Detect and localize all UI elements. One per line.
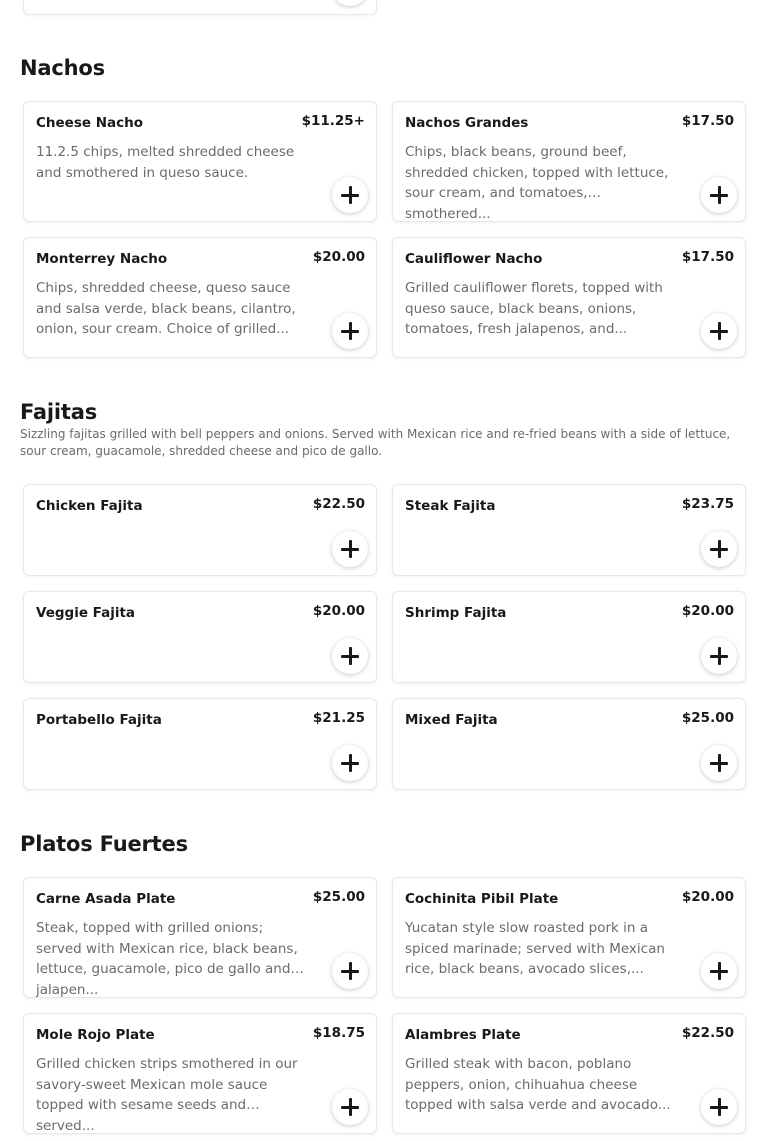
add-item-button[interactable] bbox=[701, 313, 737, 349]
menu-item-card[interactable] bbox=[23, 237, 377, 358]
item-description: Chips, black beans, ground beef, shredded chicken, topped with lettuce, sour cream, and tomatoes, smothered... bbox=[405, 144, 669, 222]
menu-item-card[interactable] bbox=[23, 1013, 377, 1134]
plus-icon bbox=[341, 962, 359, 980]
item-name: Cauliflower Nacho bbox=[405, 251, 543, 267]
menu-item-card[interactable] bbox=[392, 101, 746, 222]
section-title-fajitas: Fajitas bbox=[20, 400, 97, 424]
plus-icon bbox=[341, 754, 359, 772]
menu-item-card[interactable] bbox=[392, 877, 746, 998]
section-description: Sizzling fajitas grilled with bell peppers and onions. Served with Mexican rice and re-fried beans with a side of lettuce, sour cream, guacamole, shredded cheese and pico de gallo. bbox=[20, 427, 731, 458]
menu-item-card[interactable] bbox=[392, 1013, 746, 1134]
menu-item-card[interactable] bbox=[23, 0, 377, 15]
item-price: $20.00 bbox=[312, 249, 365, 265]
item-price: $22.50 bbox=[681, 1025, 734, 1041]
plus-icon bbox=[710, 322, 728, 340]
plus-icon bbox=[710, 1098, 728, 1116]
item-price: $21.25 bbox=[312, 710, 365, 726]
plus-icon bbox=[710, 754, 728, 772]
add-item-button[interactable] bbox=[701, 531, 737, 567]
item-price: $25.00 bbox=[312, 889, 365, 905]
add-item-button[interactable] bbox=[332, 953, 368, 989]
add-item-button[interactable] bbox=[701, 177, 737, 213]
item-description: Steak, topped with grilled onions; served with Mexican rice, black beans, lettuce, guacamole, pico de gallo and jalapen... bbox=[36, 920, 298, 998]
item-description: Grilled chicken strips smothered in our savory-sweet Mexican mole sauce topped with sesame seeds and served... bbox=[36, 1056, 298, 1134]
item-price: $17.50 bbox=[681, 249, 734, 265]
item-name: Chicken Fajita bbox=[36, 498, 143, 514]
plus-icon bbox=[710, 540, 728, 558]
item-name: Steak Fajita bbox=[405, 498, 496, 514]
item-price: $20.00 bbox=[312, 603, 365, 619]
item-price: $25.00 bbox=[681, 710, 734, 726]
add-item-button[interactable] bbox=[701, 1089, 737, 1125]
add-item-button[interactable] bbox=[701, 745, 737, 781]
item-name: Shrimp Fajita bbox=[405, 605, 507, 621]
plus-icon bbox=[341, 540, 359, 558]
item-description: Grilled steak with bacon, poblano peppers, onion, chihuahua cheese topped with salsa verde and avocado... bbox=[405, 1056, 671, 1113]
item-description: Yucatan style slow roasted pork in a spiced marinade; served with Mexican rice, black beans, avocado slices,... bbox=[405, 920, 665, 977]
item-name: Mixed Fajita bbox=[405, 712, 498, 728]
add-item-button[interactable] bbox=[332, 177, 368, 213]
menu-item-card[interactable] bbox=[23, 591, 377, 683]
menu-item-card[interactable] bbox=[392, 591, 746, 683]
add-item-button[interactable] bbox=[332, 745, 368, 781]
section-title-nachos: Nachos bbox=[20, 56, 105, 80]
add-item-button[interactable] bbox=[332, 531, 368, 567]
item-price: $18.75 bbox=[312, 1025, 365, 1041]
plus-icon bbox=[710, 186, 728, 204]
item-name: Portabello Fajita bbox=[36, 712, 162, 728]
item-price: $17.50 bbox=[681, 113, 734, 129]
item-name: Carne Asada Plate bbox=[36, 891, 176, 907]
plus-icon bbox=[341, 647, 359, 665]
item-price: $20.00 bbox=[681, 603, 734, 619]
add-item-button[interactable] bbox=[332, 0, 368, 6]
item-name: Monterrey Nacho bbox=[36, 251, 168, 267]
item-price: $22.50 bbox=[312, 496, 365, 512]
item-name: Mole Rojo Plate bbox=[36, 1027, 155, 1043]
item-price: $11.25+ bbox=[301, 113, 365, 129]
item-price: $20.00 bbox=[681, 889, 734, 905]
plus-icon bbox=[710, 962, 728, 980]
menu-item-card[interactable] bbox=[23, 877, 377, 998]
plus-icon bbox=[341, 322, 359, 340]
item-description: Chips, shredded cheese, queso sauce and salsa verde, black beans, cilantro, onion, sour cream. Choice of grilled... bbox=[36, 280, 296, 337]
add-item-button[interactable] bbox=[332, 638, 368, 674]
section-title-platos-fuertes: Platos Fuertes bbox=[20, 832, 188, 856]
item-description: Grilled cauliflower florets, topped with queso sauce, black beans, onions, tomatoes, fresh jalapenos, and... bbox=[405, 280, 663, 337]
item-name: Cheese Nacho bbox=[36, 115, 144, 131]
plus-icon bbox=[341, 186, 359, 204]
item-name: Veggie Fajita bbox=[36, 605, 136, 621]
plus-icon bbox=[710, 647, 728, 665]
menu-item-card[interactable] bbox=[23, 698, 377, 790]
menu-item-card[interactable] bbox=[392, 484, 746, 576]
item-price: $23.75 bbox=[681, 496, 734, 512]
plus-icon bbox=[341, 1098, 359, 1116]
add-item-button[interactable] bbox=[701, 638, 737, 674]
add-item-button[interactable] bbox=[332, 313, 368, 349]
item-name: Cochinita Pibil Plate bbox=[405, 891, 559, 907]
add-item-button[interactable] bbox=[332, 1089, 368, 1125]
item-description: 11.2.5 chips, melted shredded cheese and smothered in queso sauce. bbox=[36, 144, 295, 181]
menu-item-card[interactable] bbox=[392, 237, 746, 358]
item-name: Nachos Grandes bbox=[405, 115, 529, 131]
menu-item-card[interactable] bbox=[23, 101, 377, 222]
menu-item-card[interactable] bbox=[392, 698, 746, 790]
item-name: Alambres Plate bbox=[405, 1027, 521, 1043]
menu-item-card[interactable] bbox=[23, 484, 377, 576]
add-item-button[interactable] bbox=[701, 953, 737, 989]
